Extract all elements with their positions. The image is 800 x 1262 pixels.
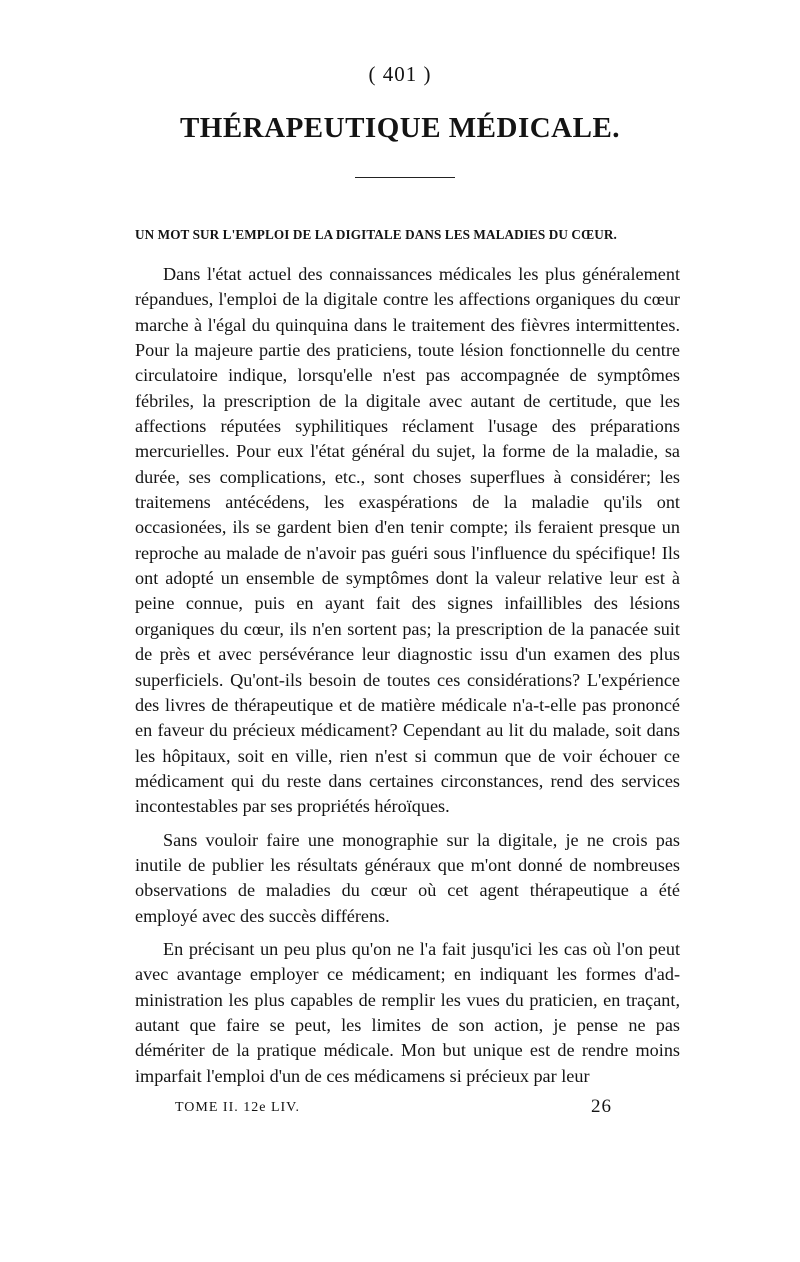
- paragraph-3: En précisant un peu plus qu'on ne l'a fait jusqu'ici les cas où l'on peut avec avantage employer ce médicament; en indiquant les formes d'administration les plus capables de remplir les vues du praticien, en traçant, autant que faire se peut, les limites de son action, je pense ne pas démériter de la pratique médicale. Mon but unique est de rendre moins imparfait l'emploi d'un de ces médicamens si précieux par leur: [135, 938, 680, 1086]
- section-title: THÉRAPEUTIQUE MÉDICALE.: [179, 112, 621, 144]
- folio-number: 26: [591, 1096, 612, 1117]
- page-number: ( 401 ): [368, 62, 432, 86]
- article-body: [135, 262, 680, 1097]
- paragraph-1: Dans l'état actuel des connaissances médicales les plus généralement répandues, l'emploi de la digitale contre les affections organiques du cœur marche à l'égal du quinquina dans le traitement des fièvres intermittentes. Pour la majeure partie des praticiens, toute lésion fonctionnelle du centre circulatoire indique, lorsqu'elle n'est pas accompagnée de symptômes fébriles, la prescription de la digitale avec autant de certitude, que les affections réputées syphilitiques réclament l'usage des préparations mercurielles. Pour eux l'état général du sujet, la forme de la maladie, sa durée, ses complications, etc., sont choses superflues à considérer; les traitemens antécédens, les exaspérations de la maladie qu'ils ont occasionées, ils se gardent bien d'en tenir compte; ils feraient presque un reproche au malade de n'avoir pas guéri sous l'influence du spécifique! Ils ont adopté un ensemble de symptômes dont la valeur relative leur est à peine connue, puis en ayant fait des signes infaillibles des lésions organiques du cœur, ils n'en sortent pas; la prescription de la panacée suit de près et avec persévérance leur diagnostic issu d'un examen des plus superficiels. Qu'ont-ils besoin de toutes ces considérations? L'expérience des livres de thérapeutique et de matière médicale n'a-t-elle pas prononcé en faveur du précieux médicament? Cependant au lit du malade, soit dans les hôpitaux, soit en ville, rien n'est si commun que de voir échouer ce médicament qui du reste dans certaines circonstances, rend des services incontestables par ses propriétés héroïques.: [135, 264, 680, 817]
- separator-rule: [355, 177, 455, 178]
- paragraph-2: Sans vouloir faire une monographie sur la digitale, je ne crois pas inutile de publier les résultats généraux que m'ont donné de nombreuses observations de maladies du cœur où cet agent thérapeutique a été employé avec des succès différens.: [135, 829, 680, 926]
- printer-signature: TOME II. 12e LIV.: [175, 1100, 300, 1115]
- article-title: UN MOT SUR L'EMPLOI DE LA DIGITALE DANS LES MALADIES DU CŒUR.: [135, 227, 617, 242]
